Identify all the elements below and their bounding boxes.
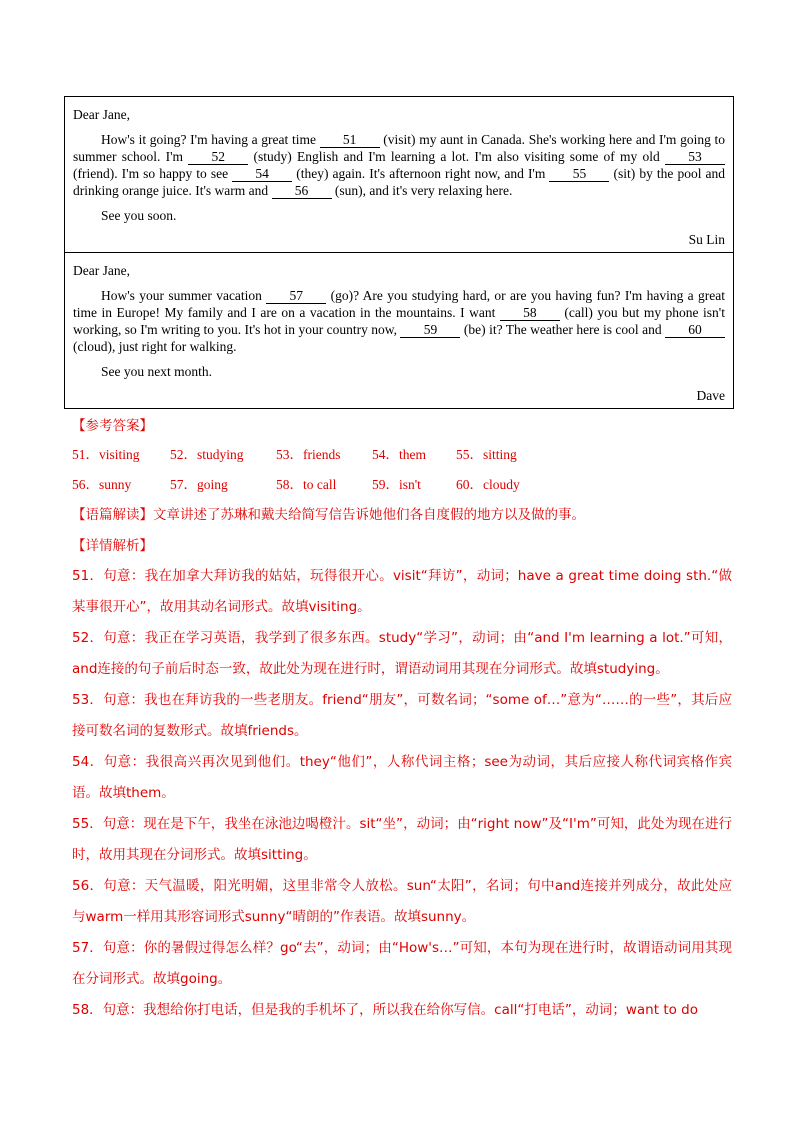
answer-blank: 55 [549,167,609,182]
answer-blank: 52 [188,150,248,165]
letter-1 [65,97,733,252]
letter-text: How's your summer vacation [101,288,267,303]
letter-text: (they) again. It's afternoon right now, and I'm [292,166,550,181]
answers-title: 【参考答案】 [72,418,153,434]
letter-salutation: Dear Jane, [73,107,130,122]
letter-text: (be) it? The weather here is cool and [460,322,665,337]
answer-row [72,470,732,500]
letter-text: (go)? Are you studying hard, or are you having fun? I'm having a great time in Europe! My family and I are on a vacation in the mountains. I want [73,288,725,320]
answer-blank: 57 [266,289,326,304]
explanation-item: 55．句意：现在是下午，我坐在泳池边喝橙汁。sit“坐”，动词；由“right now”及“I'm”可知，此处为现在进行时，故用其现在分词形式。故填sitting。 [72,816,732,863]
explanation-item: 56．句意：天气温暖，阳光明媚，这里非常令人放松。sun“太阳”，名词；句中and连接并列成分，故此处应与warm一样用其形容词形式sunny“晴朗的”作表语。故填sunny。 [72,878,732,925]
answer-blank: 54 [232,167,292,182]
answer-item: 58．to call [276,477,337,492]
explanation-item: 54．句意：我很高兴再次见到他们。they“他们”，人称代词主格；see为动词，其后应接人称代词宾格作宾语。故填them。 [72,754,732,801]
letter-2 [65,252,733,408]
letter-text: (sun), and it's very relaxing here. [331,183,513,198]
answer-item: 51．visiting [72,447,140,462]
answer-row [72,440,732,470]
answer-item: 53．friends [276,447,341,462]
details-title: 【详情解析】 [72,538,153,554]
letter-body [73,287,725,355]
answer-item: 59．isn't [372,477,421,492]
answer-blank: 59 [400,323,460,338]
explanation-item: 57．句意：你的暑假过得怎么样？go“去”，动词；由“How's…”可知，本句为现在进行时，故谓语动词用其现在分词形式。故填going。 [72,940,732,987]
letter-salutation: Dear Jane, [73,263,130,278]
answer-item: 55．sitting [456,447,517,462]
answer-item: 54．them [372,447,426,462]
answer-blank: 51 [320,133,380,148]
letter-closing: See you soon. [101,208,177,223]
letter-signature: Su Lin [688,232,725,247]
answer-item: 60．cloudy [456,477,520,492]
answer-blank: 53 [665,150,725,165]
letter-body [73,131,725,199]
letter-text: (call) you but my phone isn't working, so I'm writing to you. It's hot in your country now, [73,305,725,337]
explanation-item: 53．句意：我也在拜访我的一些老朋友。friend“朋友”，可数名词；“some of…”意为“……的一些”，其后应接可数名词的复数形式。故填friends。 [72,692,732,739]
letter-signature: Dave [696,388,725,403]
letter-text: (sit) by the pool and drinking orange juice. It's warm and [73,166,726,198]
answer-blank: 56 [272,184,332,199]
answer-item: 56．sunny [72,477,132,492]
explanation-item: 52．句意：我正在学习英语，我学到了很多东西。study“学习”，动词；由“and I'm learning a lot.”可知，and连接的句子前后时态一致，故此处为现在进行时，谓语动词用其现在分词形式。故填studying。 [72,630,732,677]
answer-item: 57．going [170,477,228,492]
letter-text: (friend). I'm so happy to see [73,166,233,181]
letter-text: (cloud), just right for walking. [73,339,237,354]
letter-text: (visit) my aunt in Canada. She's working here and I'm going to summer school. I'm [73,132,725,164]
explanation-item: 58．句意：我想给你打电话，但是我的手机坏了，所以我在给你写信。call“打电话”，动词；want to do [72,1002,698,1018]
answer-section [72,412,732,1026]
letters-box [64,96,734,409]
answer-item: 52．studying [170,447,244,462]
answer-blank: 58 [500,306,560,321]
passage-summary: 【语篇解读】文章讲述了苏琳和戴夫给简写信告诉她他们各自度假的地方以及做的事。 [72,507,585,523]
letter-closing: See you next month. [101,364,212,379]
answer-blank: 60 [665,323,725,338]
letter-text: (study) English and I'm learning a lot. I'm also visiting some of my old [248,149,665,164]
explanation-item: 51．句意：我在加拿大拜访我的姑姑，玩得很开心。visit“拜访”，动词；have a great time doing sth.“做某事很开心”，故用其动名词形式。故填visiting。 [72,568,732,615]
letter-text: How's it going? I'm having a great time [101,132,320,147]
